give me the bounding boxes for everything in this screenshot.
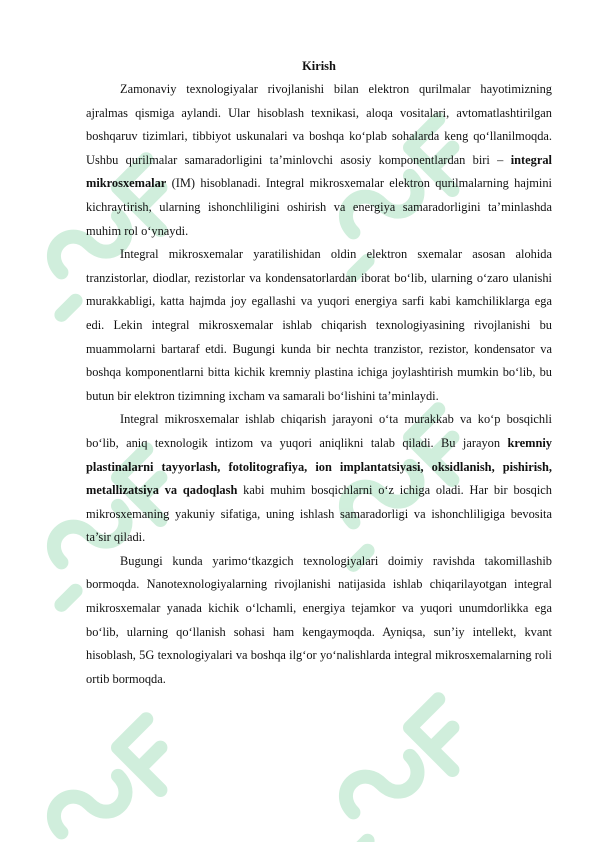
paragraph-1-bold-term: integral mikrosxemalar [86,152,552,191]
paragraph-2-run-1: Integral mikrosxemalar yaratilishidan oldin elektron sxemalar asosan alohida tranzistorlar, diodlar, rezistorlar va kondensatorlardan iborat bo‘lib, ularning o‘zaro ulanishi murakkabligi, katta hajmda joy egallashi va yuqori energiya sarfi kabi kamchiliklarga ega edi. Lekin integral mikrosxemalar ishlab chiqarish texnologiyasining rivojlanishi bu muammolarni bartaraf etdi. Bugungi kunda bir nechta tranzistor, rezistor, kondensator va boshqa komponentlarni bitta kichik kremniy plastina ichiga joylashtirish mumkin bo‘lib, bu butun bir elektron tizimning ixcham va samarali bo‘lishini ta’minlaydi. [86,247,552,403]
paragraph-2 [86,243,552,408]
paragraph-1-run-1: Zamonaviy texnologiyalar rivojlanishi bilan elektron qurilmalar hayotimizning ajralmas qismiga aylandi. Ular hisoblash texnikasi, aloqa vositalari, avtomatlashtirilgan boshqaruv tizimlari, tibbiyot uskunalari va boshqa ko‘plab sohalarda keng qo‘llanilmoqda. Ushbu qurilmalar samaradorligini ta’minlovchi asosiy komponentlardan biri – [86,82,552,167]
paragraph-1 [86,78,552,243]
paragraph-4 [86,550,552,692]
paragraph-1-run-3: (IM) hisoblanadi. Integral mikrosxemalar elektron qurilmalarning hajmini kichraytirish, ularning ishonchliligini oshirish va energiya samaradorligini ta’minlashda muhim rol o‘ynaydi. [86,176,552,238]
paragraph-3-run-3: kabi muhim bosqichlarni o‘z ichiga oladi. Har bir bosqich mikrosxemaning yakuniy sifatiga, uning ishlash samaradorligi va ishonchliligiga bevosita ta’sir qiladi. [86,483,552,545]
paragraph-4-run-1: Bugungi kunda yarimo‘tkazgich texnologiyalari doimiy ravishda takomillashib bormoqda. Nanotexnologiyalarning rivojlanishi natijasida ishlab chiqarilayotgan integral mikrosxemalar yanada kichik o‘lchamli, energiya tejamkor va yuqori unumdorlikka ega bo‘lib, ularning qo‘llanish sohasi ham kengaymoqda. Ayniqsa, sun’iy intellekt, kvant hisoblash, 5G texnologiyalari va boshqa ilg‘or yo‘nalishlarda integral mikrosxemalarning roli ortib bormoqda. [86,553,552,686]
document-body [86,56,552,691]
watermark-mark [24,718,188,842]
paragraph-3-run-1: Integral mikrosxemalar ishlab chiqarish jarayoni o‘ta murakkab va ko‘p bosqichli bo‘lib, aniq texnologik intizom va yuqori aniqlikni talab qiladi. Bu jarayon [86,412,552,450]
section-title: Kirish [302,59,336,73]
watermark-mark [316,698,480,842]
paragraph-3-bold-steps: kremniy plastinalarni tayyorlash, fotolitografiya, ion implantatsiyasi, oksidlanish, pishirish, metallizatsiya va qadoqlash [86,435,552,498]
paragraph-3 [86,408,552,550]
